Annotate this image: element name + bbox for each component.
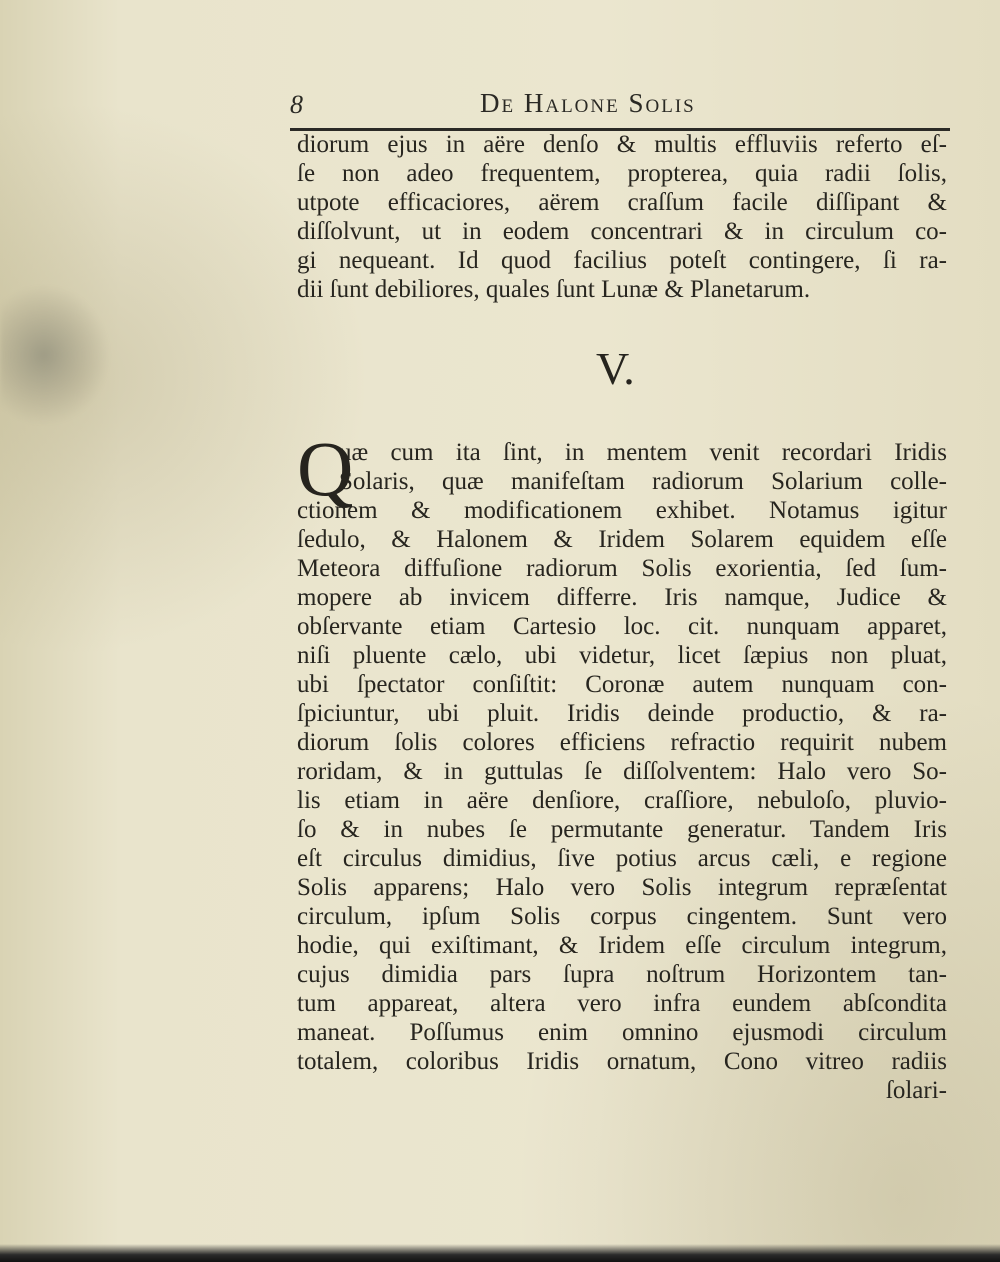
text-line: ſpiciuntur, ubi pluit. Iridis deinde productio, & ra- xyxy=(297,700,947,727)
running-head: De Halone Solis xyxy=(480,88,696,118)
text-line: obſervante etiam Cartesio loc. cit. nunquam apparet, xyxy=(297,613,947,640)
text-line: hodie, qui exiſtimant, & Iridem eſſe circulum integrum, xyxy=(297,932,947,959)
text-line: tum appareat, altera vero infra eundem abſcondita xyxy=(297,990,947,1017)
text-line: totalem, coloribus Iridis ornatum, Cono vitreo radiis xyxy=(297,1048,947,1075)
drop-cap: Q xyxy=(297,425,354,512)
text-line: Solis apparens; Halo vero Solis integrum repræſentat xyxy=(297,874,947,901)
text-line: diorum ejus in aëre denſo & multis effluviis referto eſ- xyxy=(297,131,947,158)
text-line: circulum, ipſum Solis corpus cingentem. Sunt vero xyxy=(297,903,947,930)
text-line: utpote efficaciores, aërem craſſum facile diſſipant & xyxy=(297,189,947,216)
text-line: gi nequeant. Id quod facilius poteſt contingere, ſi ra- xyxy=(297,247,947,274)
text-line: diorum ſolis colores efficiens refractio requirit nubem xyxy=(297,729,947,756)
water-stain xyxy=(0,285,110,425)
text-line: mopere ab invicem differre. Iris namque, Judice & xyxy=(297,584,947,611)
text-line: ctionem & modificationem exhibet. Notamus igitur xyxy=(297,497,947,524)
main-paragraph xyxy=(297,425,947,1105)
top-paragraph xyxy=(297,130,947,304)
text-line: lis etiam in aëre denſiore, craſſiore, nebuloſo, pluvio- xyxy=(297,787,947,814)
text-line: dii ſunt debiliores, quales ſunt Lunæ & Planetarum. xyxy=(297,276,811,303)
catchword: ſolari- xyxy=(885,1077,947,1104)
section-numeral: V. xyxy=(596,343,635,394)
text-line: roridam, & in guttulas ſe diſſolventem: Halo vero So- xyxy=(297,758,947,785)
text-line: diſſolvunt, ut in eodem concentrari & in circulum co- xyxy=(297,218,947,245)
text-line: niſi pluente cælo, ubi videtur, licet ſæpius non pluat, xyxy=(297,642,947,669)
text-line: Solaris, quæ manifeſtam radiorum Solarium colle- xyxy=(339,468,947,495)
text-line: cujus dimidia pars ſupra noſtrum Horizontem tan- xyxy=(297,961,947,988)
text-line: maneat. Poſſumus enim omnino ejusmodi circulum xyxy=(297,1019,947,1046)
text-line: uæ cum ita ſint, in mentem venit recordari Iridis xyxy=(339,439,947,466)
page-number: 8 xyxy=(290,90,303,119)
text-line: eſt circulus dimidius, ſive potius arcus cæli, e regione xyxy=(297,845,947,872)
page-bottom-edge xyxy=(0,1244,1000,1262)
page-header xyxy=(290,88,950,131)
text-line: ſo & in nubes ſe permutante generatur. Tandem Iris xyxy=(297,816,947,843)
text-line: ſedulo, & Halonem & Iridem Solarem equidem eſſe xyxy=(297,526,947,553)
text-line: Meteora diffuſione radiorum Solis exorientia, ſed ſum- xyxy=(297,555,947,582)
text-line: ſe non adeo frequentem, propterea, quia radii ſolis, xyxy=(297,160,947,187)
text-line: ubi ſpectator conſiſtit: Coronæ autem nunquam con- xyxy=(297,671,947,698)
